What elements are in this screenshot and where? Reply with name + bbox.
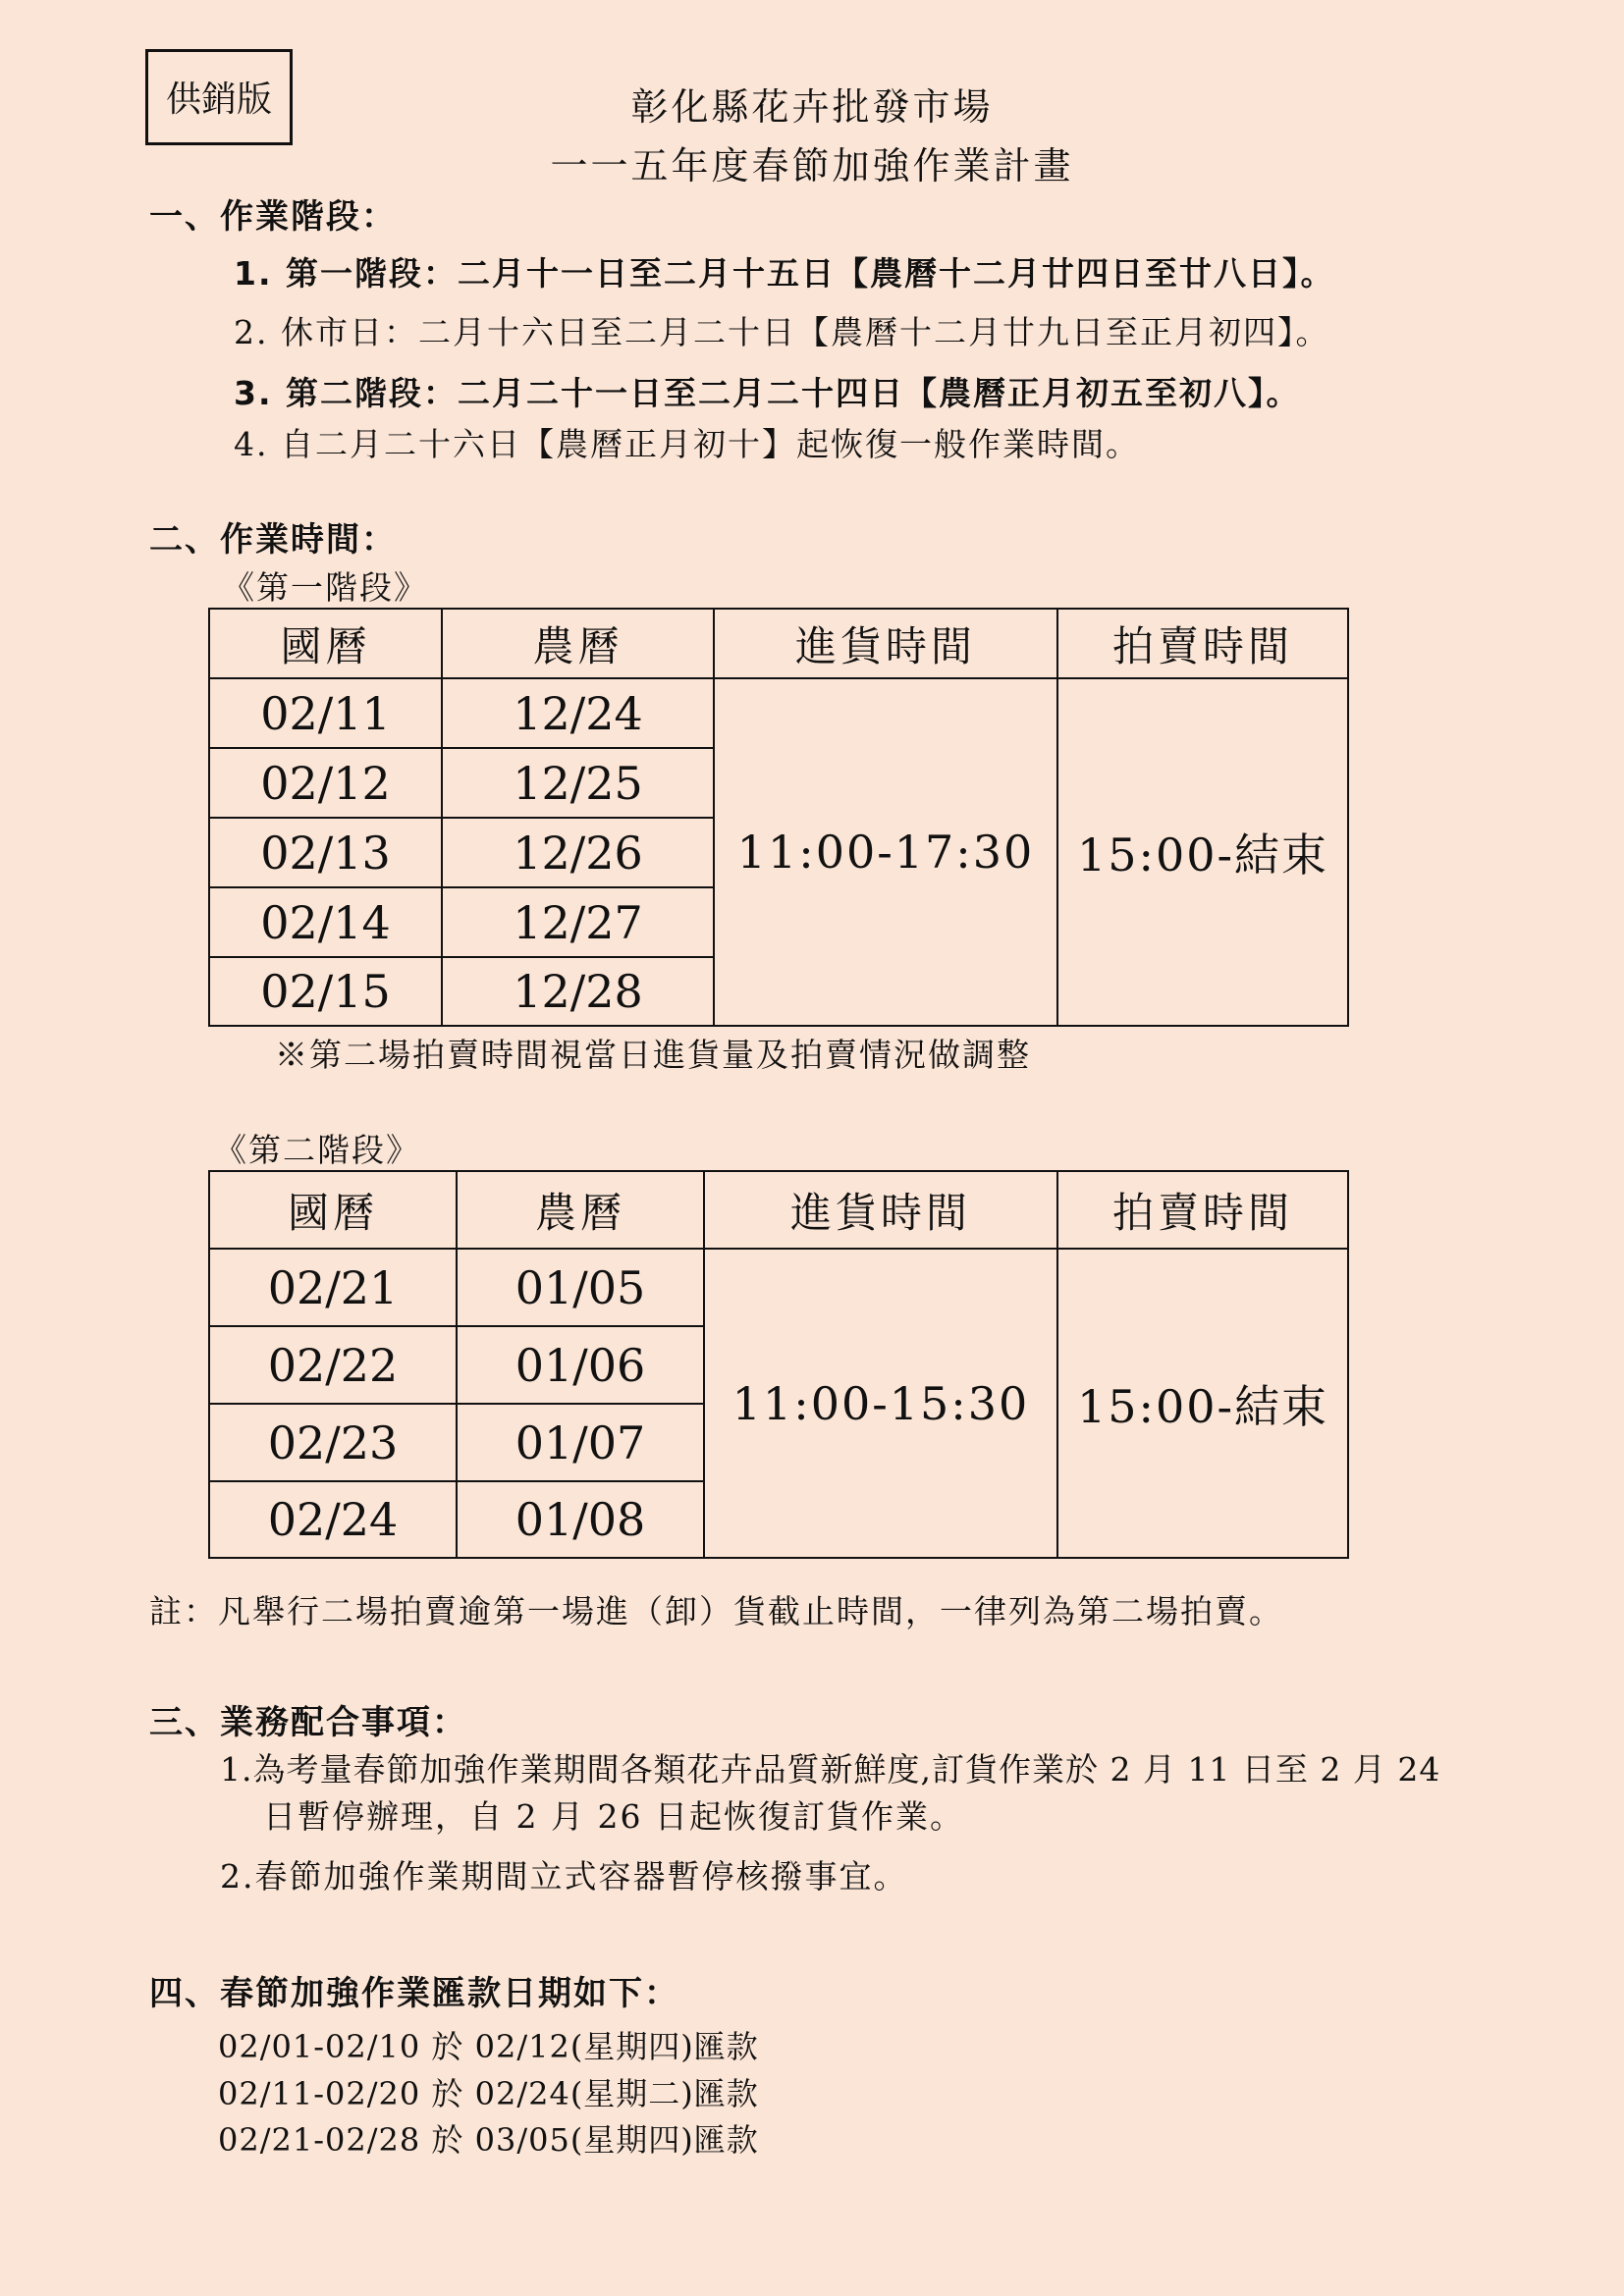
phase1-note: ※第二場拍賣時間視當日進貨量及拍賣情況做調整 (275, 1036, 1031, 1074)
edition-badge: 供銷版 (145, 49, 293, 145)
payment-item-1: 02/01-02/10 於 02/12(星期四)匯款 (218, 2028, 759, 2065)
document-subtitle: 一一五年度春節加強作業計畫 (550, 144, 1074, 187)
solar-date-cell: 02/15 (209, 957, 442, 1026)
lunar-date-cell: 12/26 (442, 818, 714, 887)
section4-heading: 四、春節加強作業匯款日期如下： (149, 1974, 679, 2013)
table-row (209, 678, 1348, 748)
section1-item-3: 3. 第二階段：二月二十一日至二月二十四日【農曆正月初五至初八】。 (234, 374, 1301, 412)
header-solar-date: 國曆 (209, 1171, 457, 1249)
header-intake-time: 進貨時間 (704, 1171, 1057, 1249)
lunar-date-cell: 01/06 (457, 1326, 704, 1404)
solar-date-cell: 02/14 (209, 887, 442, 957)
lunar-date-cell: 12/28 (442, 957, 714, 1026)
section3-heading: 三、業務配合事項： (149, 1703, 467, 1742)
lunar-date-cell: 01/05 (457, 1249, 704, 1326)
section2-heading: 二、作業時間： (149, 520, 397, 560)
section2-footnote: 註：凡舉行二場拍賣逾第一場進（卸）貨截止時間，一律列為第二場拍賣。 (149, 1592, 1283, 1630)
header-lunar-date: 農曆 (442, 609, 714, 678)
section1-item-2: 2. 休市日：二月十六日至二月二十日【農曆十二月廿九日至正月初四】。 (234, 313, 1330, 351)
section3-item-1-line2: 日暫停辦理，自 2 月 26 日起恢復訂貨作業。 (263, 1797, 964, 1836)
section1-heading: 一、作業階段： (149, 197, 397, 237)
lunar-date-cell: 01/08 (457, 1481, 704, 1558)
solar-date-cell: 02/21 (209, 1249, 457, 1326)
header-auction-time: 拍賣時間 (1057, 1171, 1348, 1249)
phase2-schedule-table (208, 1170, 1349, 1559)
lunar-date-cell: 12/25 (442, 748, 714, 818)
header-lunar-date: 農曆 (457, 1171, 704, 1249)
solar-date-cell: 02/23 (209, 1404, 457, 1481)
document-title: 彰化縣花卉批發市場 (630, 85, 994, 129)
phase2-label: 《第二階段》 (214, 1131, 420, 1169)
solar-date-cell: 02/11 (209, 678, 442, 748)
auction-time-cell: 15:00-結束 (1057, 1249, 1348, 1558)
table-row (209, 1249, 1348, 1326)
lunar-date-cell: 01/07 (457, 1404, 704, 1481)
header-intake-time: 進貨時間 (714, 609, 1057, 678)
payment-item-3: 02/21-02/28 於 03/05(星期四)匯款 (218, 2121, 759, 2159)
auction-time-cell: 15:00-結束 (1057, 678, 1348, 1026)
solar-date-cell: 02/12 (209, 748, 442, 818)
solar-date-cell: 02/24 (209, 1481, 457, 1558)
header-solar-date: 國曆 (209, 609, 442, 678)
payment-item-2: 02/11-02/20 於 02/24(星期二)匯款 (218, 2075, 759, 2112)
phase1-label: 《第一階段》 (222, 568, 428, 607)
section1-item-4: 4. 自二月二十六日【農曆正月初十】起恢復一般作業時間。 (234, 425, 1140, 463)
solar-date-cell: 02/22 (209, 1326, 457, 1404)
solar-date-cell: 02/13 (209, 818, 442, 887)
section1-item-1: 1. 第一階段：二月十一日至二月十五日【農曆十二月廿四日至廿八日】。 (234, 254, 1335, 293)
header-auction-time: 拍賣時間 (1057, 609, 1348, 678)
lunar-date-cell: 12/24 (442, 678, 714, 748)
section3-item-2: 2.春節加強作業期間立式容器暫停核撥事宜。 (220, 1857, 908, 1896)
section3-item-1-line1: 1.為考量春節加強作業期間各類花卉品質新鮮度,訂貨作業於 2 月 11 日至 2 月 24 (220, 1750, 1441, 1789)
phase1-schedule-table (208, 608, 1349, 1027)
intake-time-cell: 11:00-17:30 (714, 678, 1057, 1026)
intake-time-cell: 11:00-15:30 (704, 1249, 1057, 1558)
lunar-date-cell: 12/27 (442, 887, 714, 957)
